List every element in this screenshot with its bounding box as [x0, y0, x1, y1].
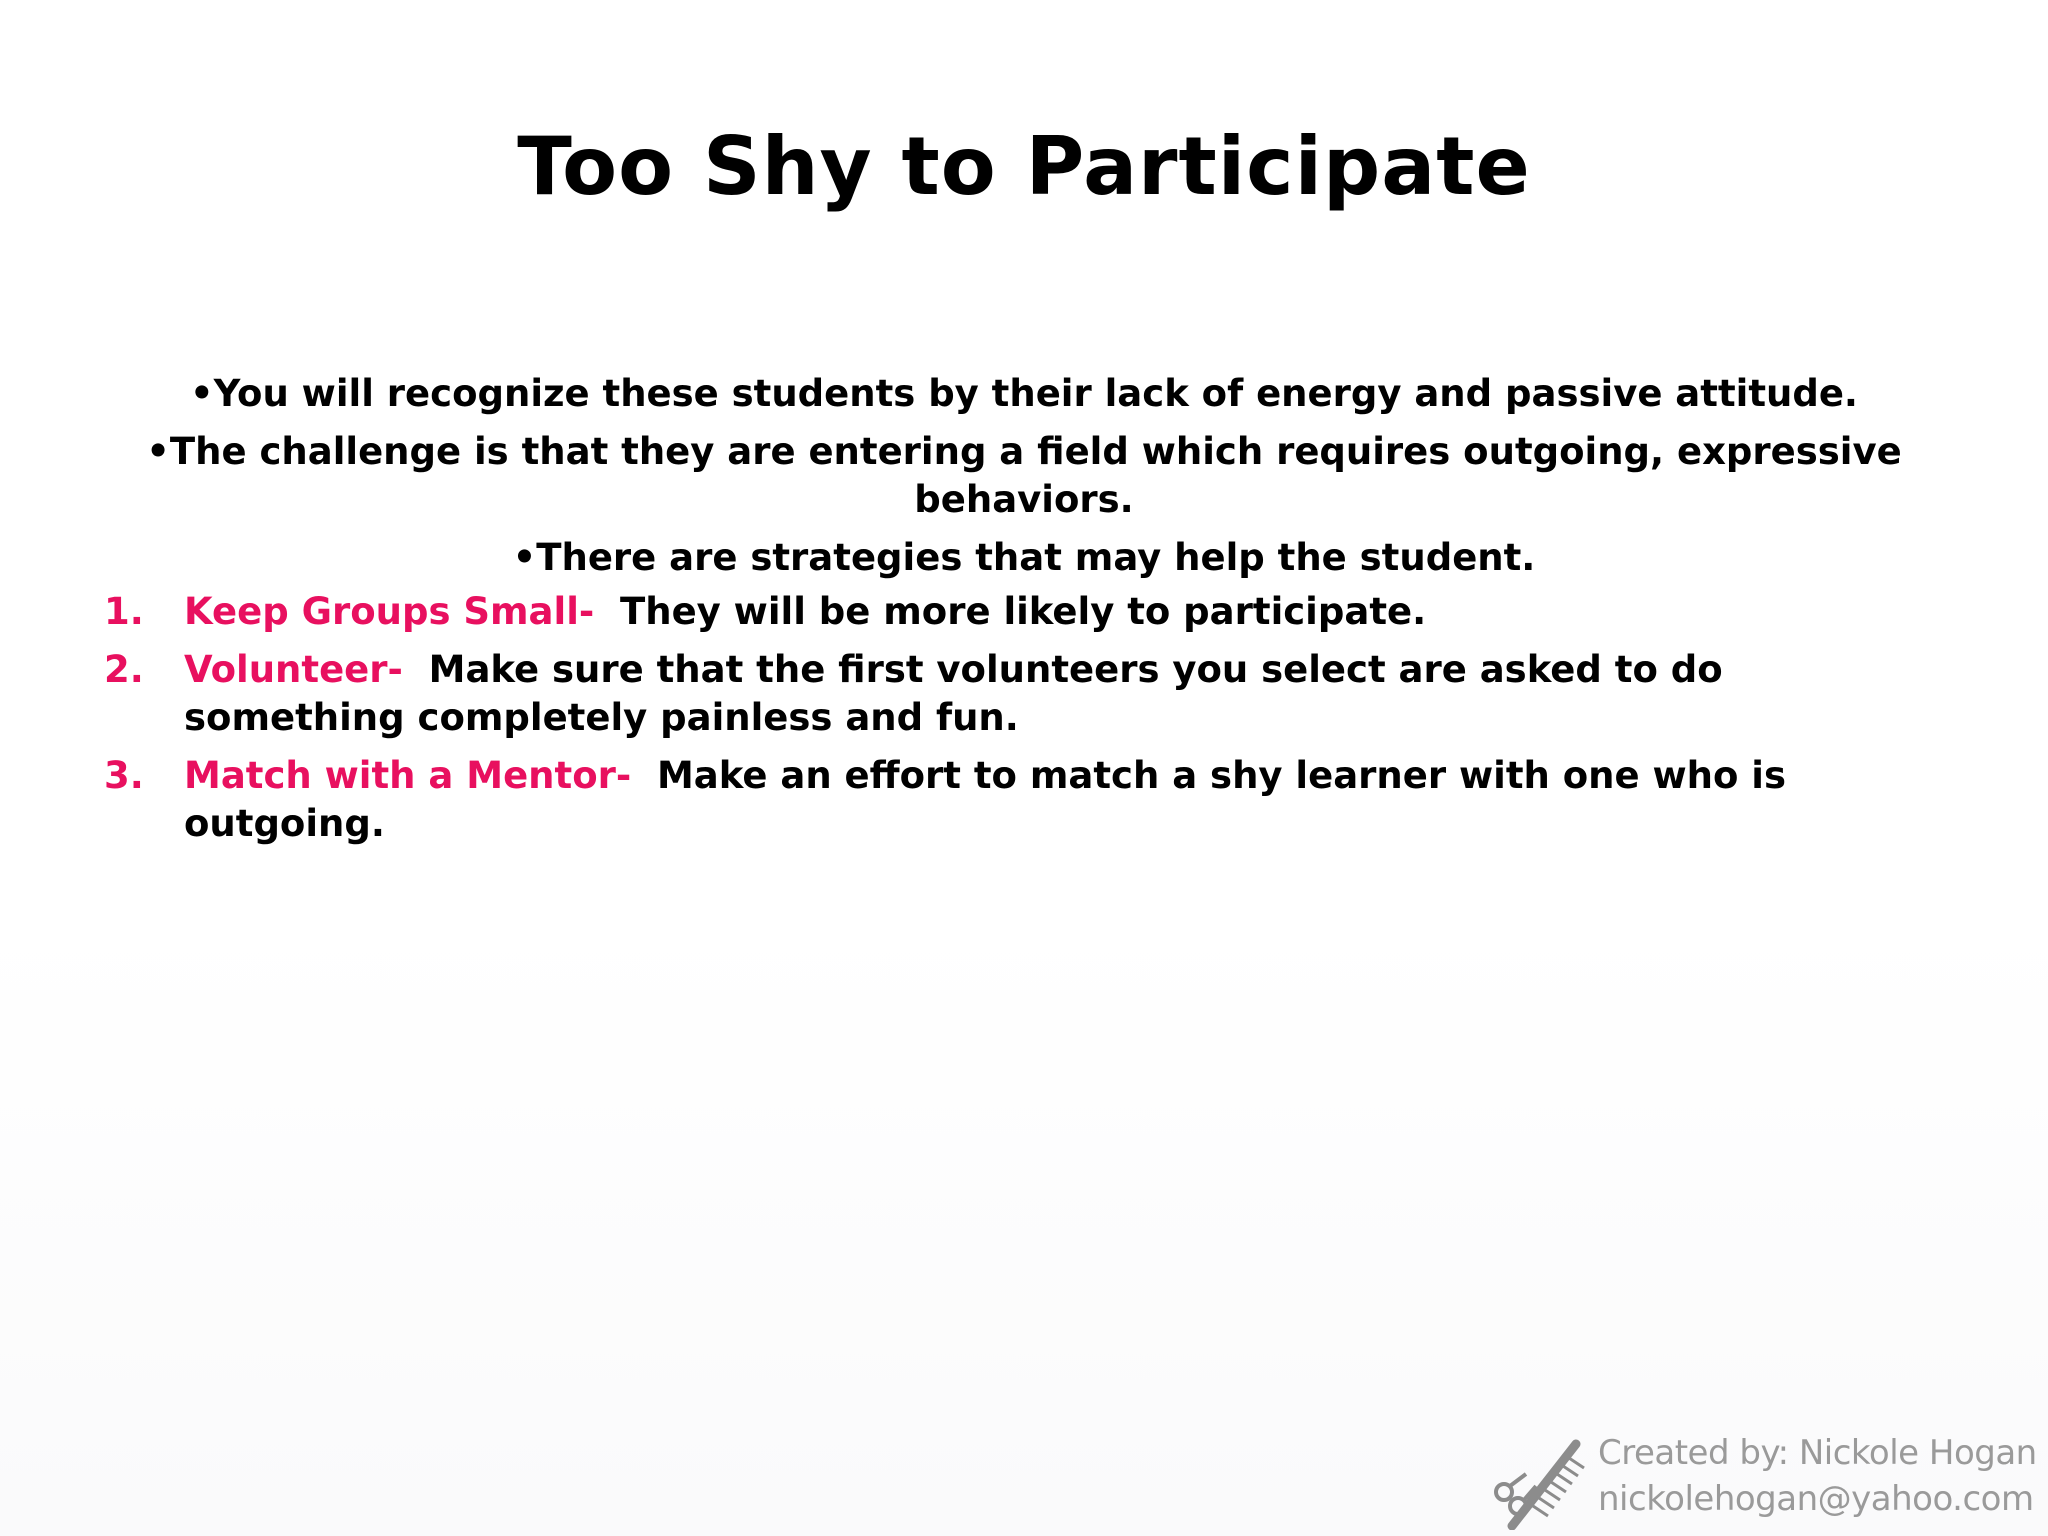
- item-highlight: Keep Groups Small-: [184, 590, 595, 633]
- item-number: 3.: [104, 754, 144, 797]
- numbered-list: [104, 588, 1904, 858]
- footer-credit: [1490, 1430, 2048, 1530]
- item-text: Make sure that the first volunteers you select are asked to do something completely painless and fun.: [184, 648, 1723, 739]
- bullet-list: [100, 370, 1948, 592]
- credit-name: Created by: Nickole Hogan: [1598, 1433, 2037, 1473]
- bullet-item: •You will recognize these students by their lack of energy and passive attitude.: [190, 372, 1858, 415]
- item-number: 2.: [104, 648, 144, 691]
- numbered-item: [104, 752, 1904, 848]
- bullet-item: •There are strategies that may help the student.: [512, 536, 1536, 579]
- credit-email: nickolehogan@yahoo.com: [1598, 1479, 2034, 1519]
- credit-text: [1598, 1430, 2037, 1522]
- numbered-item: [104, 646, 1904, 742]
- numbered-item: [104, 588, 1904, 636]
- item-highlight: Match with a Mentor-: [184, 754, 632, 797]
- item-highlight: Volunteer-: [184, 648, 403, 691]
- bullet-item: •The challenge is that they are entering a field which requires outgoing, expressive behaviors.: [146, 430, 1902, 521]
- scissors-comb-icon: [1490, 1434, 1590, 1530]
- item-text: Make an effort to match a shy learner with one who is outgoing.: [184, 754, 1787, 845]
- item-text: They will be more likely to participate.: [620, 590, 1427, 633]
- item-number: 1.: [104, 590, 144, 633]
- slide-title: Too Shy to Participate: [517, 120, 1531, 213]
